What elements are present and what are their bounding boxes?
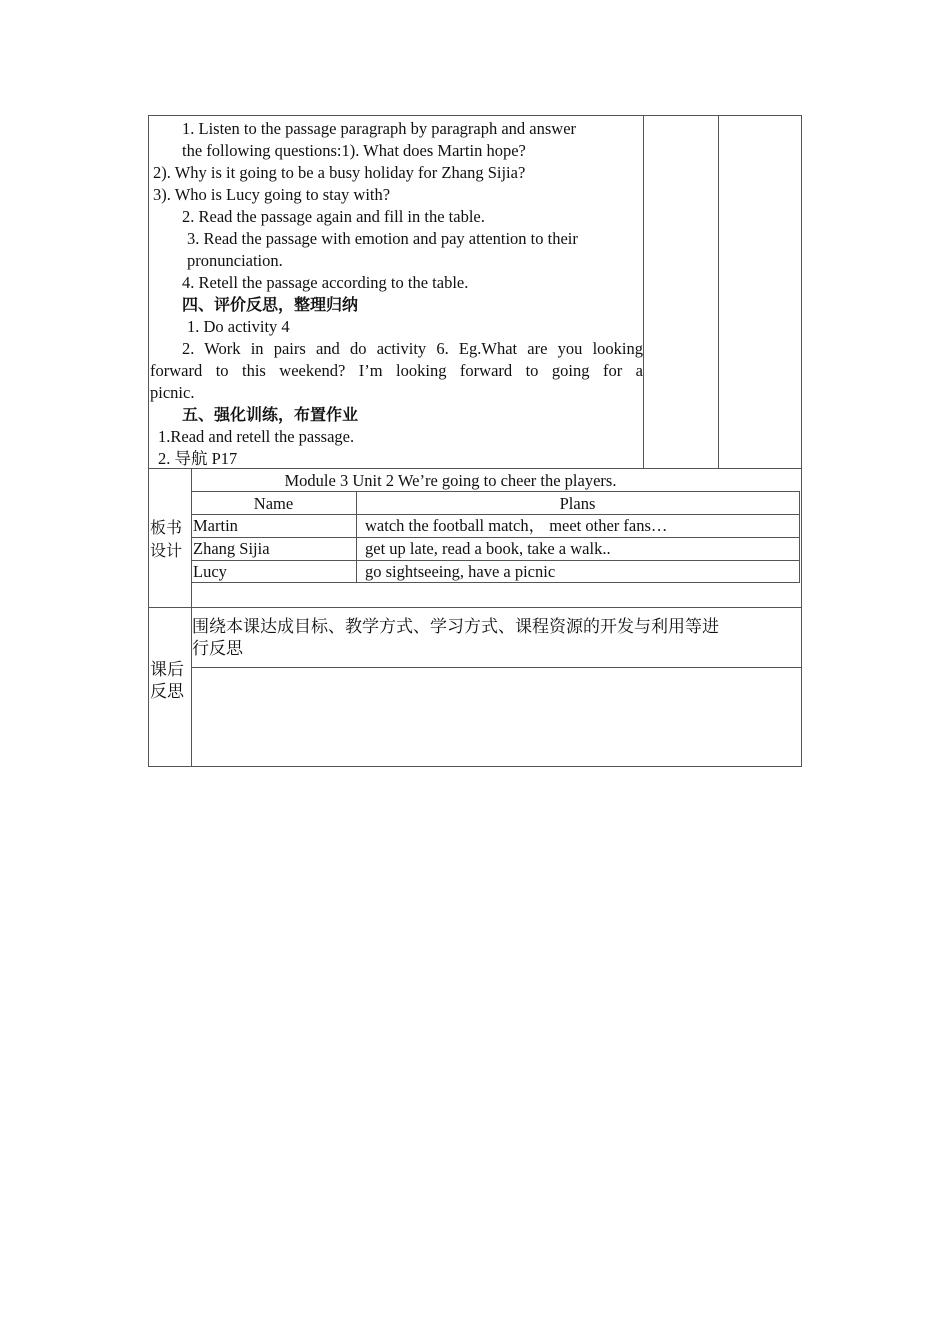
table-row-plans: watch the football match， meet other fans… [365, 516, 668, 535]
reflection-label-1: 课后 [150, 660, 184, 680]
table-row-plans: get up late, read a book, take a walk.. [365, 539, 611, 558]
item-4-2-line-b: forward to this weekend? I’m looking forward to going for a [150, 361, 643, 380]
board-design-label-1: 板书 [150, 518, 183, 537]
board-design-label-2: 设计 [150, 541, 183, 560]
procedure-line-4: 3). Who is Lucy going to stay with? [153, 185, 391, 204]
item-4-2-line-a: 2. Work in pairs and do activity 6. Eg.What are you looking [182, 339, 643, 358]
board-title: Module 3 Unit 2 We’re going to cheer the players. [284, 471, 617, 490]
reflection-label-2: 反思 [150, 682, 184, 702]
table-row-plans: go sightseeing, have a picnic [365, 562, 556, 581]
reflection-prompt-line-1: 围绕本课达成目标、教学方式、学习方式、课程资源的开发与利用等进 [192, 617, 719, 637]
item-4-2-line-c: picnic. [150, 383, 195, 402]
procedure-line-8: 4. Retell the passage according to the table. [182, 273, 469, 292]
reflection-prompt-line-2: 行反思 [192, 639, 243, 659]
table-row-name: Zhang Sijia [193, 539, 270, 558]
item-4-1: 1. Do activity 4 [187, 317, 290, 336]
procedure-line-2: the following questions:1). What does Martin hope? [182, 141, 526, 160]
section-heading-5: 五、强化训练，布置作业 [182, 405, 359, 424]
procedure-line-3: 2). Why is it going to be a busy holiday for Zhang Sijia? [153, 163, 526, 182]
procedure-line-1: 1. Listen to the passage paragraph by paragraph and answer [182, 119, 577, 138]
procedure-line-6: 3. Read the passage with emotion and pay attention to their [187, 229, 578, 248]
procedure-line-5: 2. Read the passage again and fill in the table. [182, 207, 485, 226]
item-5-1: 1.Read and retell the passage. [158, 427, 355, 446]
column-header-plans: Plans [559, 494, 596, 513]
table-row-name: Lucy [193, 562, 227, 581]
procedure-line-7: pronunciation. [187, 251, 283, 270]
column-header-name: Name [253, 494, 294, 513]
table-row-name: Martin [193, 516, 238, 535]
section-heading-4: 四、评价反思，整理归纳 [182, 295, 359, 314]
item-5-2: 2. 导航 P17 [158, 449, 238, 468]
